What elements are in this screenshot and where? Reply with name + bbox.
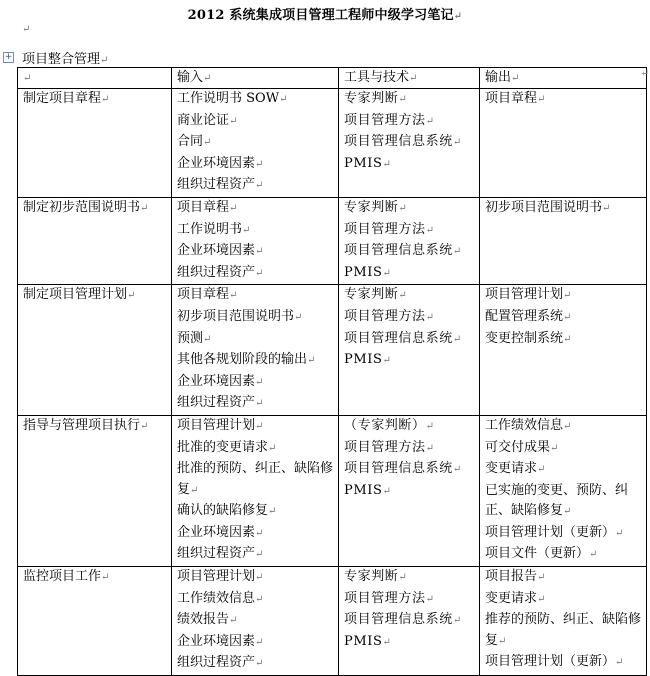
- cell-line-text: 项目管理方法: [344, 308, 426, 324]
- process-name-cell: [18, 567, 172, 676]
- paragraph-mark-icon: ↵: [255, 420, 264, 432]
- cell-line-text: 项目管理方法: [344, 112, 426, 128]
- paragraph-mark-icon: ↵: [229, 115, 238, 127]
- cell-line: [177, 220, 334, 242]
- cell-line: [344, 329, 475, 351]
- outputs-cell: [480, 285, 647, 416]
- cell-line: [344, 111, 475, 133]
- cell-line: [485, 329, 642, 351]
- paragraph-mark-icon: ↵: [242, 224, 251, 236]
- paragraph-mark-icon: ↵: [203, 137, 212, 149]
- paragraph-mark-icon: ↵: [307, 355, 316, 367]
- cell-line: [177, 416, 334, 438]
- tools-cell: [339, 567, 480, 676]
- cell-line: [177, 438, 334, 460]
- cell-line: [344, 241, 475, 263]
- cell-line: [344, 263, 475, 285]
- paragraph-mark-icon: ↵: [425, 593, 435, 605]
- table-move-handle-icon[interactable]: +: [4, 52, 13, 62]
- cell-line-text: 项目管理信息系统: [344, 243, 453, 259]
- outputs-cell: [480, 415, 647, 566]
- cell-line: [177, 285, 334, 307]
- cell-line: [344, 610, 475, 632]
- cell-line-text: 工作说明书: [177, 221, 243, 237]
- cell-line: [177, 175, 334, 197]
- cell-line: [177, 589, 334, 611]
- cell-line: [344, 132, 475, 154]
- paragraph-mark-icon: ↵: [452, 615, 462, 627]
- process-name-cell: [18, 285, 172, 416]
- cell-line: [344, 89, 475, 111]
- cell-line-text: 项目管理方法: [344, 439, 426, 455]
- cell-line-text: 项目管理信息系统: [344, 134, 453, 150]
- cell-line: [344, 632, 475, 654]
- paragraph-mark-icon: ↵: [100, 55, 109, 66]
- section-heading: [22, 48, 108, 67]
- paragraph-mark-icon: ↵: [409, 73, 418, 84]
- document-title: [0, 4, 650, 23]
- paragraph-mark-icon: ↵: [382, 158, 392, 170]
- paragraph-mark-icon: ↵: [255, 572, 264, 584]
- paragraph-mark-icon: ↵: [140, 202, 149, 214]
- cell-line-text: 企业环境因素: [177, 243, 256, 259]
- table-header-row: [18, 68, 647, 89]
- paragraph-mark-icon: ↵: [550, 442, 559, 454]
- paragraph-mark-icon: ↵: [398, 290, 408, 302]
- cell-line-text: 项目管理信息系统: [344, 461, 453, 477]
- cell-line-text: 工作绩效信息: [485, 417, 564, 433]
- cell-line: [485, 89, 642, 111]
- paragraph-mark-icon: ↵: [140, 420, 149, 432]
- paragraph-mark-icon: ↵: [452, 333, 462, 345]
- outputs-cell: [480, 567, 647, 676]
- cell-line: [177, 372, 334, 394]
- paragraph-mark-icon: ↵: [382, 267, 392, 279]
- cell-line-text: 已实施的变更、预防、纠正、缺陷修复: [485, 482, 629, 519]
- cell-line-text: 专家判断: [344, 91, 399, 106]
- cell-line: [485, 459, 642, 481]
- process-name-cell: [18, 197, 172, 284]
- cell-line-text: 组织过程资产: [177, 395, 256, 411]
- cell-line: [344, 567, 475, 589]
- cell-line-text: 配置管理系统: [485, 308, 564, 324]
- tools-cell: [339, 197, 480, 284]
- process-io-table: [17, 67, 647, 676]
- cell-line-text: 项目章程: [177, 287, 230, 303]
- paragraph-mark-icon: ↵: [255, 376, 264, 388]
- cell-line-text: 变更请求: [485, 461, 538, 477]
- paragraph-mark-icon: ↵: [190, 484, 199, 496]
- cell-line: [344, 481, 475, 503]
- cell-line: [485, 416, 642, 438]
- outputs-cell: [480, 197, 647, 284]
- paragraph-mark-icon: ↵: [255, 593, 264, 605]
- cell-line-text: 专家判断: [344, 199, 399, 215]
- cell-line: [344, 350, 475, 372]
- cell-line-text: 项目管理计划: [177, 417, 256, 433]
- cell-line: [177, 653, 334, 675]
- header-cell-inputs: 输入↵: [172, 68, 339, 89]
- cell-line-text: 专家判断: [344, 569, 399, 585]
- cell-line: [485, 610, 642, 652]
- cell-line: [485, 523, 642, 545]
- cell-line-text: 项目文件（更新）: [485, 546, 590, 562]
- process-name: 制定初步范围说明书: [23, 199, 141, 215]
- process-name: 指导与管理项目执行: [23, 417, 141, 433]
- header-cell-outputs: 输出↵: [480, 68, 647, 89]
- header-cell-process: [18, 68, 172, 89]
- row-end-mark-icon: ↵: [640, 68, 649, 79]
- process-name: 监控项目工作: [23, 569, 102, 585]
- paragraph-mark-icon: ↵: [398, 572, 408, 584]
- paragraph-mark-icon: ↵: [255, 398, 264, 410]
- cell-line: [177, 307, 334, 329]
- cell-line-text: 初步项目范围说明书: [177, 308, 295, 324]
- inputs-cell: [172, 415, 339, 566]
- paragraph-mark-icon: ↵: [101, 572, 110, 584]
- process-name: 制定项目章程: [23, 91, 102, 106]
- paragraph-mark-icon: ↵: [602, 202, 611, 214]
- paragraph-mark-icon: ↵: [563, 290, 572, 302]
- cell-line-text: 绩效报告: [177, 612, 230, 628]
- cell-line-text: 工作绩效信息: [177, 590, 256, 606]
- paragraph-mark-icon: ↵: [452, 464, 462, 476]
- cell-line-text: PMIS: [344, 482, 383, 498]
- paragraph-mark-icon: ↵: [268, 442, 277, 454]
- table-row: [18, 89, 647, 198]
- paragraph-mark-icon: ↵: [398, 94, 408, 105]
- cell-line-text: 确认的缺陷修复: [177, 503, 269, 519]
- cell-line-text: 项目管理计划: [177, 569, 256, 585]
- process-name: 制定项目管理计划: [23, 287, 128, 303]
- cell-line-text: 组织过程资产: [177, 264, 256, 280]
- paragraph-mark-icon: ↵: [255, 267, 264, 279]
- paragraph-mark-icon: ↵: [279, 94, 288, 105]
- table-row: [18, 415, 647, 566]
- cell-line: [344, 589, 475, 611]
- cell-line: [177, 241, 334, 263]
- paragraph-mark-icon: ↵: [255, 527, 264, 539]
- cell-line: [344, 438, 475, 460]
- cell-line: [344, 198, 475, 220]
- cell-line: [485, 481, 642, 523]
- paragraph-mark-icon: ↵: [101, 94, 110, 105]
- cell-line-text: 变更请求: [485, 590, 538, 606]
- inputs-cell: [172, 567, 339, 676]
- paragraph-mark-icon: ↵: [563, 420, 572, 432]
- cell-line: [177, 154, 334, 176]
- cell-line: [485, 589, 642, 611]
- cell-line: [177, 523, 334, 545]
- cell-line-text: 企业环境因素: [177, 373, 256, 389]
- cell-line-text: 项目报告: [485, 569, 538, 585]
- cell-line-text: 项目章程: [485, 91, 538, 106]
- cell-line-text: 变更控制系统: [485, 330, 564, 346]
- paragraph-mark-icon: ↵: [382, 636, 392, 648]
- paragraph-mark-icon: ↵: [229, 202, 238, 214]
- cell-line-text: 项目管理方法: [344, 221, 426, 237]
- cell-line-text: 批准的预防、纠正、缺陷修复: [177, 461, 334, 497]
- cell-line-text: 批准的变更请求: [177, 439, 269, 455]
- paragraph-mark-icon: ↵: [294, 311, 303, 323]
- process-name-cell: [18, 89, 172, 198]
- paragraph-mark-icon: ↵: [255, 658, 264, 670]
- cell-line: [177, 610, 334, 632]
- cell-line-text: 组织过程资产: [177, 177, 256, 193]
- cell-line: [177, 632, 334, 654]
- table-row: [18, 567, 647, 676]
- paragraph-mark-icon: ↵: [452, 137, 462, 149]
- cell-line-text: 预测: [177, 330, 204, 346]
- paragraph-mark-icon: ↵: [127, 290, 136, 302]
- paragraph-mark-icon: ↵: [425, 442, 435, 454]
- cell-line: [485, 307, 642, 329]
- cell-line: [177, 501, 334, 523]
- paragraph-mark-icon: ↵: [255, 636, 264, 648]
- paragraph-mark-icon: ↵: [229, 615, 238, 627]
- cell-line-text: 项目管理计划（更新）: [485, 524, 616, 540]
- paragraph-mark-icon: ↵: [589, 549, 598, 561]
- inputs-cell: [172, 89, 339, 198]
- cell-line-text: 项目管理方法: [344, 590, 426, 606]
- cell-line: [344, 459, 475, 481]
- paragraph-mark-icon: ↵: [537, 572, 546, 584]
- cell-line-text: 专家判断: [344, 287, 399, 303]
- cell-line-text: 初步项目范围说明书: [485, 199, 603, 215]
- cell-line-text: 企业环境因素: [177, 524, 256, 540]
- cell-line: [344, 416, 475, 438]
- paragraph-mark-icon: ↵: [453, 11, 463, 22]
- paragraph-mark-icon: ↵: [382, 355, 392, 367]
- paragraph-mark-icon: ↵: [23, 73, 32, 84]
- cell-line-text: 组织过程资产: [177, 546, 256, 562]
- tools-cell: [339, 415, 480, 566]
- paragraph-mark-icon: ↵: [452, 246, 462, 258]
- paragraph-mark-icon: ↵: [615, 657, 624, 669]
- paragraph-mark-icon: ↵: [203, 73, 212, 84]
- paragraph-mark-icon: ↵: [382, 485, 392, 497]
- cell-line: [177, 111, 334, 133]
- paragraph-mark-icon: ↵: [563, 311, 572, 323]
- cell-line: [485, 652, 642, 674]
- cell-line: [177, 263, 334, 285]
- header-cell-tools: 工具与技术↵: [339, 68, 480, 89]
- table-row: [18, 197, 647, 284]
- paragraph-mark-icon: ↵: [425, 420, 435, 432]
- paragraph-mark-icon: ↵: [425, 115, 435, 127]
- inputs-cell: [172, 197, 339, 284]
- cell-line: [177, 459, 334, 501]
- paragraph-mark-icon: ↵: [537, 94, 546, 105]
- cell-line: [177, 89, 334, 111]
- cell-line: [177, 198, 334, 220]
- cell-line-text: 项目管理计划: [485, 287, 564, 303]
- cell-line-text: PMIS: [344, 633, 383, 649]
- inputs-cell: [172, 285, 339, 416]
- cell-line: [177, 544, 334, 566]
- cell-line: [485, 567, 642, 589]
- paragraph-mark-icon: ↵: [425, 224, 435, 236]
- cell-line-text: 企业环境因素: [177, 633, 256, 649]
- paragraph-mark-icon: ↵: [255, 246, 264, 258]
- paragraph-mark-icon: ↵: [563, 506, 572, 518]
- cell-line-text: PMIS: [344, 155, 383, 171]
- cell-line-text: 工作说明书 SOW: [177, 91, 280, 106]
- cell-line: [177, 329, 334, 351]
- cell-line-text: 商业论证: [177, 112, 230, 128]
- paragraph-mark-icon: ↵: [498, 635, 507, 647]
- paragraph-mark-icon: ↵: [537, 464, 546, 476]
- cell-line-text: 推荐的预防、纠正、缺陷修复: [485, 612, 642, 648]
- cell-line-text: 可交付成果: [485, 439, 551, 455]
- cell-line: [177, 350, 334, 372]
- cell-line: [485, 285, 642, 307]
- cell-line-text: 组织过程资产: [177, 655, 256, 671]
- cell-line: [344, 285, 475, 307]
- paragraph-mark-icon: ↵: [203, 333, 212, 345]
- process-name-cell: [18, 415, 172, 566]
- paragraph-mark-icon: ↵: [615, 527, 624, 539]
- cell-line: [177, 132, 334, 154]
- document-title-text: 2012 系统集成项目管理工程师中级学习笔记: [187, 8, 454, 23]
- cell-line: [485, 198, 642, 220]
- section-heading-text: 项目整合管理: [22, 52, 101, 67]
- paragraph-mark-icon: ↵: [255, 158, 264, 170]
- cell-line-text: 项目管理计划（更新）: [485, 654, 616, 670]
- cell-line: [344, 307, 475, 329]
- cell-line-text: 其他各规划阶段的输出: [177, 352, 308, 368]
- cell-line-text: 项目管理信息系统: [344, 330, 453, 346]
- cell-line-text: 项目章程: [177, 199, 230, 215]
- paragraph-mark-icon: ↵: [563, 333, 572, 345]
- paragraph-mark-icon: ↵: [255, 180, 264, 192]
- cell-line-text: 企业环境因素: [177, 155, 256, 171]
- paragraph-mark-icon: ↵: [511, 73, 520, 84]
- cell-line-text: 项目管理信息系统: [344, 612, 453, 628]
- paragraph-mark-icon: ↵: [268, 506, 277, 518]
- paragraph-mark-icon: ↵: [255, 549, 264, 561]
- cell-line: [485, 544, 642, 566]
- cell-line-text: 合同: [177, 134, 204, 150]
- table-row: [18, 285, 647, 416]
- cell-line: [177, 567, 334, 589]
- cell-line-text: PMIS: [344, 264, 383, 280]
- cell-line: [344, 220, 475, 242]
- paragraph-mark-icon: ↵: [425, 311, 435, 323]
- paragraph-mark-icon: ↵: [229, 290, 238, 302]
- outputs-cell: [480, 89, 647, 198]
- tools-cell: [339, 89, 480, 198]
- cell-line: [344, 154, 475, 176]
- paragraph-mark-icon: ↵: [537, 593, 546, 605]
- tools-cell: [339, 285, 480, 416]
- cell-line: [485, 438, 642, 460]
- cell-line-text: （专家判断）: [344, 417, 426, 433]
- cell-line-text: PMIS: [344, 352, 383, 368]
- paragraph-mark-icon: ↵: [398, 202, 408, 214]
- cell-line: [177, 393, 334, 415]
- paragraph-mark-icon: ↵: [22, 24, 31, 35]
